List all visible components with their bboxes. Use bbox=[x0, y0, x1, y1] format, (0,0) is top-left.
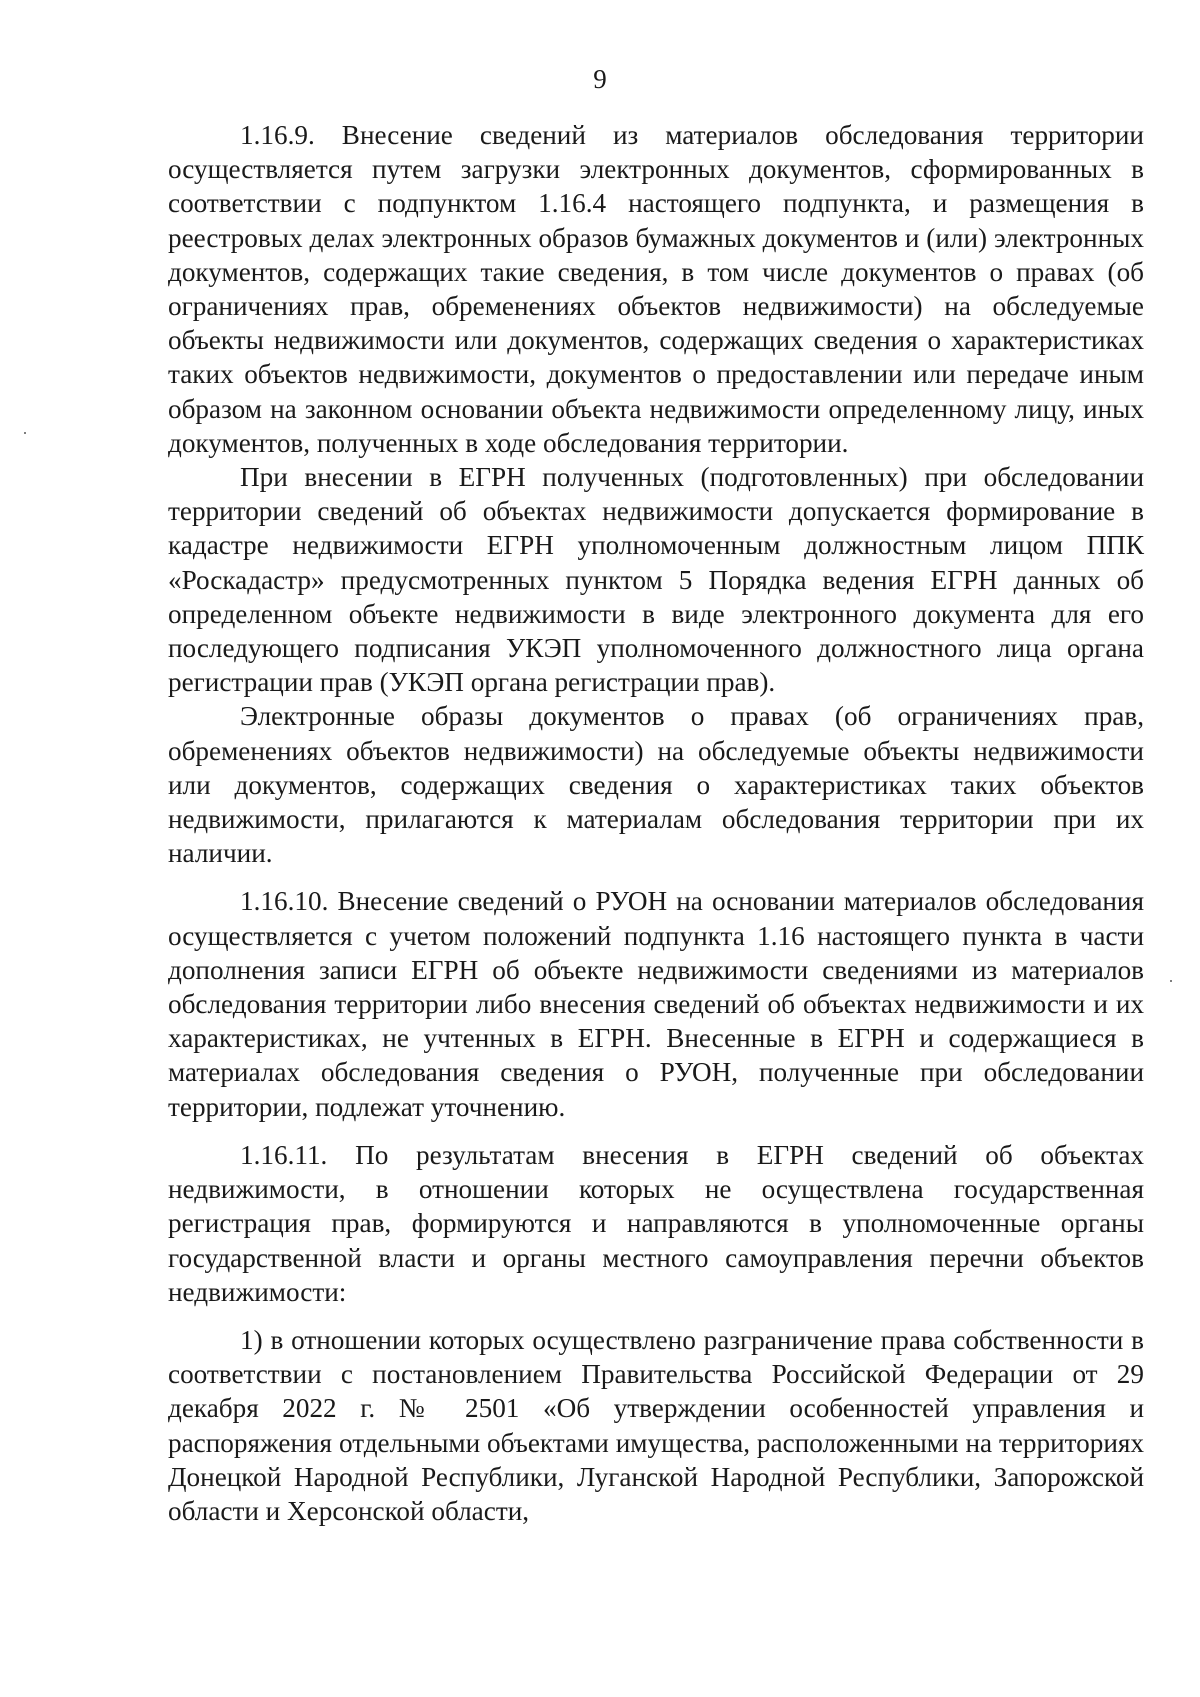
paragraph-egrn-formation: При внесении в ЕГРН полученных (подготовленных) при обследовании территории сведений об объектах недвижимости допускается формирование в кадастре недвижимости ЕГРН уполномоченным должностным лицом ППК «Роскадастр» предусмотренных пунктом 5 Порядка ведения ЕГРН данных об определенном объекте недвижимости в виде электронного документа для его последующего подписания УКЭП уполномоченного должностного лица органа регистрации прав (УКЭП органа регистрации прав). bbox=[168, 462, 1144, 698]
scan-speck bbox=[1170, 980, 1172, 982]
paragraph-1-16-9: 1.16.9. Внесение сведений из материалов обследования территории осуществляется путем загрузки электронных документов, сформированных в соответствии с подпунктом 1.16.4 настоящего подпункта, и размещения в реестровых делах электронных образов бумажных документов и (или) электронных документов, содержащих такие сведения, в том числе документов о правах (об ограничениях прав, обременениях объектов недвижимости) на обследуемые объекты недвижимости или документов, содержащих сведения о характеристиках таких объектов недвижимости, документов о предоставлении или передаче иным образом на законном основании объекта недвижимости определенному лицу, иных документов, полученных в ходе обследования территории. bbox=[168, 120, 1144, 458]
paragraph-electronic-images: Электронные образы документов о правах (об ограничениях прав, обременениях объектов недвижимости) на обследуемые объекты недвижимости или документов, содержащих сведения о характеристиках таких объектов недвижимости, прилагаются к материалам обследования территории при их наличии. bbox=[168, 701, 1144, 869]
document-body bbox=[168, 118, 1144, 1528]
scan-speck bbox=[24, 432, 26, 434]
paragraph-1-16-11: 1.16.11. По результатам внесения в ЕГРН сведений об объектах недвижимости, в отношении которых не осуществлена государственная регистрация прав, формируются и направляются в уполномоченные органы государственной власти и органы местного самоуправления перечни объектов недвижимости: bbox=[168, 1139, 1144, 1307]
paragraph-1-16-10: 1.16.10. Внесение сведений о РУОН на основании материалов обследования осуществляется с учетом положений подпункта 1.16 настоящего пункта в части дополнения записи ЕГРН об объекте недвижимости сведениями из материалов обследования территории либо внесения сведений об объектах недвижимости и их характеристиках, не учтенных в ЕГРН. Внесенные в ЕГРН и содержащиеся в материалах обследования сведения о РУОН, полученные при обследовании территории, подлежат уточнению. bbox=[168, 886, 1144, 1122]
list-item-1: 1) в отношении которых осуществлено разграничение права собственности в соответствии с постановлением Правительства Российской Федерации от 29 декабря 2022 г. № 2501 «Об утверждении особенностей управления и распоряжения отдельными объектами имущества, расположенными на территориях Донецкой Народной Республики, Луганской Народной Республики, Запорожской области и Херсонской области, bbox=[168, 1324, 1144, 1526]
page-number: 9 bbox=[593, 64, 607, 94]
